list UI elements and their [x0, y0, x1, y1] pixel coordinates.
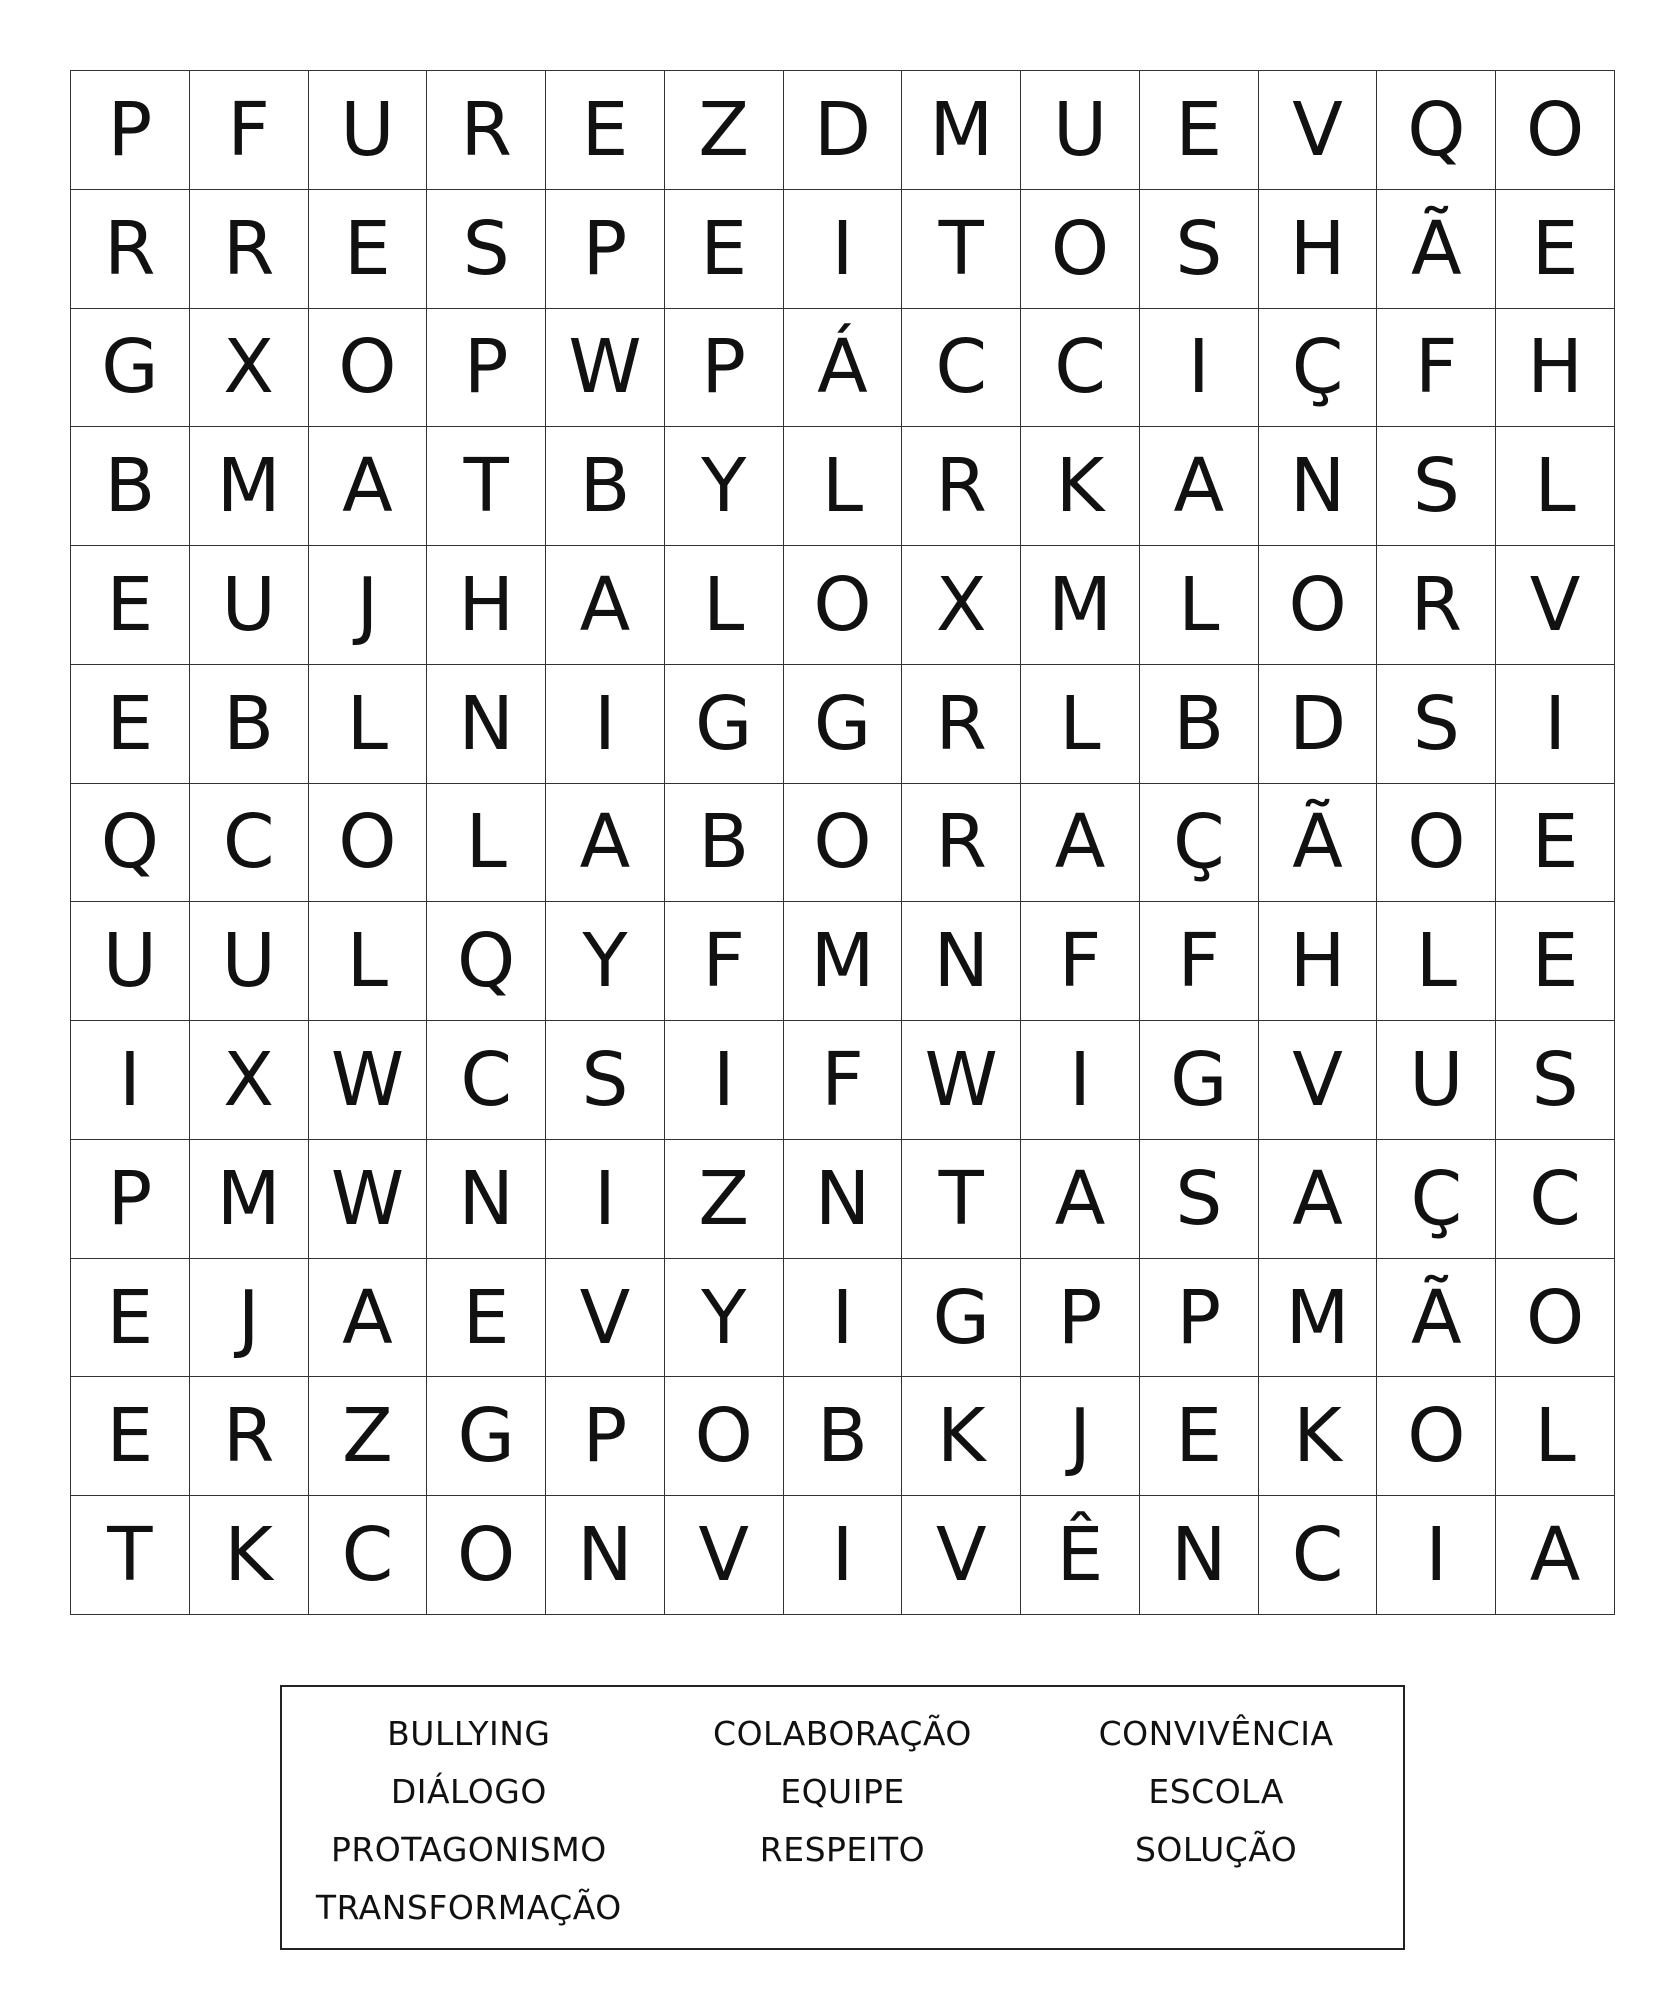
- grid-cell[interactable]: S: [1140, 190, 1259, 309]
- grid-cell[interactable]: Q: [427, 902, 546, 1021]
- grid-cell[interactable]: I: [1140, 309, 1259, 428]
- grid-cell[interactable]: Ã: [1377, 1259, 1496, 1378]
- word-list-column: [284, 1705, 654, 1948]
- grid-cell[interactable]: G: [1140, 1021, 1259, 1140]
- grid-cell[interactable]: K: [902, 1377, 1021, 1496]
- word-list-item: COLABORAÇÃO: [713, 1714, 972, 1753]
- grid-cell[interactable]: A: [1496, 1496, 1615, 1615]
- grid-cell[interactable]: L: [665, 546, 784, 665]
- grid-cell[interactable]: Ç: [1259, 309, 1378, 428]
- grid-cell[interactable]: E: [1496, 902, 1615, 1021]
- grid-cell[interactable]: B: [546, 427, 665, 546]
- grid-cell[interactable]: P: [546, 190, 665, 309]
- grid-cell[interactable]: C: [190, 784, 309, 903]
- grid-cell[interactable]: B: [784, 1377, 903, 1496]
- grid-cell[interactable]: Q: [1377, 71, 1496, 190]
- grid-cell[interactable]: R: [427, 71, 546, 190]
- grid-cell[interactable]: Q: [71, 784, 190, 903]
- grid-cell[interactable]: R: [902, 665, 1021, 784]
- grid-cell[interactable]: U: [190, 902, 309, 1021]
- grid-cell[interactable]: L: [1496, 427, 1615, 546]
- grid-cell[interactable]: S: [1377, 427, 1496, 546]
- word-list-item: RESPEITO: [759, 1830, 926, 1869]
- grid-cell[interactable]: O: [309, 784, 428, 903]
- grid-cell[interactable]: P: [1140, 1259, 1259, 1378]
- grid-cell[interactable]: L: [309, 665, 428, 784]
- grid-cell[interactable]: N: [1140, 1496, 1259, 1615]
- grid-cell[interactable]: M: [190, 1140, 309, 1259]
- word-list-item: CONVIVÊNCIA: [1098, 1714, 1334, 1753]
- grid-cell[interactable]: I: [784, 190, 903, 309]
- grid-cell[interactable]: T: [71, 1496, 190, 1615]
- grid-cell[interactable]: Z: [665, 1140, 784, 1259]
- grid-cell[interactable]: F: [784, 1021, 903, 1140]
- grid-cell[interactable]: H: [1259, 902, 1378, 1021]
- grid-cell[interactable]: E: [1140, 1377, 1259, 1496]
- grid-cell[interactable]: M: [1021, 546, 1140, 665]
- grid-cell[interactable]: G: [784, 665, 903, 784]
- grid-cell[interactable]: Y: [665, 1259, 784, 1378]
- grid-cell[interactable]: C: [427, 1021, 546, 1140]
- grid-cell[interactable]: X: [902, 546, 1021, 665]
- grid-cell[interactable]: O: [309, 309, 428, 428]
- grid-cell[interactable]: O: [784, 546, 903, 665]
- grid-cell[interactable]: I: [784, 1496, 903, 1615]
- word-list-item: BULLYING: [387, 1714, 551, 1753]
- grid-cell[interactable]: E: [71, 1377, 190, 1496]
- grid-cell[interactable]: O: [427, 1496, 546, 1615]
- grid-cell[interactable]: V: [1259, 1021, 1378, 1140]
- grid-cell[interactable]: O: [784, 784, 903, 903]
- grid-cell[interactable]: I: [1496, 665, 1615, 784]
- grid-cell[interactable]: T: [902, 190, 1021, 309]
- grid-cell[interactable]: G: [427, 1377, 546, 1496]
- grid-cell[interactable]: J: [190, 1259, 309, 1378]
- grid-cell[interactable]: R: [902, 427, 1021, 546]
- grid-cell[interactable]: Á: [784, 309, 903, 428]
- grid-cell[interactable]: V: [1496, 546, 1615, 665]
- grid-cell[interactable]: I: [1377, 1496, 1496, 1615]
- grid-cell[interactable]: H: [1259, 190, 1378, 309]
- grid-cell[interactable]: X: [190, 309, 309, 428]
- grid-cell[interactable]: F: [1021, 902, 1140, 1021]
- grid-cell[interactable]: H: [427, 546, 546, 665]
- grid-cell[interactable]: E: [309, 190, 428, 309]
- grid-cell[interactable]: X: [190, 1021, 309, 1140]
- word-list-item: ESCOLA: [1148, 1772, 1284, 1811]
- grid-cell[interactable]: B: [190, 665, 309, 784]
- grid-cell[interactable]: O: [1021, 190, 1140, 309]
- grid-cell[interactable]: N: [784, 1140, 903, 1259]
- grid-cell[interactable]: I: [1021, 1021, 1140, 1140]
- grid-cell[interactable]: Z: [665, 71, 784, 190]
- grid-cell[interactable]: M: [784, 902, 903, 1021]
- grid-cell[interactable]: R: [1377, 546, 1496, 665]
- grid-cell[interactable]: K: [190, 1496, 309, 1615]
- grid-cell[interactable]: P: [546, 1377, 665, 1496]
- grid-cell[interactable]: M: [190, 427, 309, 546]
- grid-cell[interactable]: S: [1377, 665, 1496, 784]
- grid-cell[interactable]: Ã: [1377, 190, 1496, 309]
- grid-cell[interactable]: L: [427, 784, 546, 903]
- grid-cell[interactable]: J: [1021, 1377, 1140, 1496]
- grid-cell[interactable]: E: [71, 1259, 190, 1378]
- grid-cell[interactable]: C: [1496, 1140, 1615, 1259]
- grid-cell[interactable]: Ç: [1377, 1140, 1496, 1259]
- grid-cell[interactable]: W: [309, 1140, 428, 1259]
- grid-cell[interactable]: I: [546, 665, 665, 784]
- grid-cell[interactable]: A: [309, 427, 428, 546]
- grid-cell[interactable]: M: [1259, 1259, 1378, 1378]
- grid-cell[interactable]: A: [1021, 784, 1140, 903]
- grid-cell[interactable]: I: [784, 1259, 903, 1378]
- grid-cell[interactable]: V: [1259, 71, 1378, 190]
- grid-cell[interactable]: N: [427, 665, 546, 784]
- grid-cell[interactable]: I: [665, 1021, 784, 1140]
- grid-cell[interactable]: B: [1140, 665, 1259, 784]
- grid-cell[interactable]: U: [71, 902, 190, 1021]
- grid-cell[interactable]: O: [1377, 1377, 1496, 1496]
- grid-cell[interactable]: U: [309, 71, 428, 190]
- grid-cell[interactable]: G: [71, 309, 190, 428]
- grid-cell[interactable]: P: [1021, 1259, 1140, 1378]
- grid-cell[interactable]: L: [1021, 665, 1140, 784]
- grid-cell[interactable]: W: [546, 309, 665, 428]
- grid-cell[interactable]: N: [427, 1140, 546, 1259]
- grid-cell[interactable]: F: [1140, 902, 1259, 1021]
- word-list-item: EQUIPE: [780, 1772, 905, 1811]
- grid-cell[interactable]: Ç: [1140, 784, 1259, 903]
- grid-cell[interactable]: U: [190, 546, 309, 665]
- grid-cell[interactable]: E: [71, 546, 190, 665]
- grid-cell[interactable]: A: [1140, 427, 1259, 546]
- grid-cell[interactable]: V: [546, 1259, 665, 1378]
- grid-cell[interactable]: C: [1021, 309, 1140, 428]
- grid-cell[interactable]: R: [71, 190, 190, 309]
- grid-cell[interactable]: E: [1140, 71, 1259, 190]
- grid-cell[interactable]: D: [1259, 665, 1378, 784]
- grid-cell[interactable]: B: [71, 427, 190, 546]
- grid-cell[interactable]: E: [665, 190, 784, 309]
- grid-cell[interactable]: A: [546, 546, 665, 665]
- grid-cell[interactable]: T: [427, 427, 546, 546]
- grid-cell[interactable]: A: [309, 1259, 428, 1378]
- grid-cell[interactable]: Ã: [1259, 784, 1378, 903]
- word-list-item: SOLUÇÃO: [1134, 1830, 1298, 1869]
- grid-cell[interactable]: H: [1496, 309, 1615, 428]
- word-list-box: [280, 1685, 1405, 1950]
- grid-cell[interactable]: G: [902, 1259, 1021, 1378]
- grid-cell[interactable]: O: [1377, 784, 1496, 903]
- grid-cell[interactable]: P: [665, 309, 784, 428]
- grid-cell[interactable]: N: [902, 902, 1021, 1021]
- grid-cell[interactable]: L: [784, 427, 903, 546]
- word-list-column: [1031, 1705, 1401, 1948]
- grid-cell[interactable]: V: [665, 1496, 784, 1615]
- grid-cell[interactable]: F: [1377, 309, 1496, 428]
- grid-cell[interactable]: G: [665, 665, 784, 784]
- grid-cell[interactable]: B: [665, 784, 784, 903]
- grid-cell[interactable]: E: [71, 665, 190, 784]
- grid-cell[interactable]: O: [1259, 546, 1378, 665]
- grid-cell[interactable]: M: [902, 71, 1021, 190]
- grid-cell[interactable]: S: [546, 1021, 665, 1140]
- grid-cell[interactable]: S: [427, 190, 546, 309]
- grid-cell[interactable]: L: [1140, 546, 1259, 665]
- grid-cell[interactable]: L: [309, 902, 428, 1021]
- grid-cell[interactable]: A: [546, 784, 665, 903]
- grid-cell[interactable]: N: [1259, 427, 1378, 546]
- grid-cell[interactable]: E: [546, 71, 665, 190]
- grid-cell[interactable]: E: [427, 1259, 546, 1378]
- grid-cell[interactable]: P: [71, 71, 190, 190]
- grid-cell[interactable]: W: [902, 1021, 1021, 1140]
- word-list-item: DIÁLOGO: [390, 1772, 547, 1811]
- word-list-item: TRANSFORMAÇÃO: [315, 1888, 622, 1927]
- grid-cell[interactable]: N: [546, 1496, 665, 1615]
- grid-cell[interactable]: P: [71, 1140, 190, 1259]
- grid-cell[interactable]: I: [546, 1140, 665, 1259]
- letter-grid: [70, 70, 1615, 1615]
- grid-cell[interactable]: Y: [546, 902, 665, 1021]
- grid-cell[interactable]: U: [1377, 1021, 1496, 1140]
- grid-cell[interactable]: E: [1496, 784, 1615, 903]
- grid-cell[interactable]: K: [1259, 1377, 1378, 1496]
- grid-cell[interactable]: D: [784, 71, 903, 190]
- grid-cell[interactable]: W: [309, 1021, 428, 1140]
- grid-cell[interactable]: R: [190, 190, 309, 309]
- grid-cell[interactable]: Y: [665, 427, 784, 546]
- grid-cell[interactable]: R: [902, 784, 1021, 903]
- grid-cell[interactable]: F: [190, 71, 309, 190]
- grid-cell[interactable]: C: [902, 309, 1021, 428]
- grid-cell[interactable]: L: [1377, 902, 1496, 1021]
- grid-cell[interactable]: C: [1259, 1496, 1378, 1615]
- grid-cell[interactable]: J: [309, 546, 428, 665]
- grid-cell[interactable]: V: [902, 1496, 1021, 1615]
- word-list-column: [658, 1705, 1028, 1948]
- grid-cell[interactable]: S: [1140, 1140, 1259, 1259]
- grid-cell[interactable]: Z: [309, 1377, 428, 1496]
- grid-cell[interactable]: Ê: [1021, 1496, 1140, 1615]
- word-list-item: PROTAGONISMO: [330, 1830, 607, 1869]
- grid-cell[interactable]: A: [1021, 1140, 1140, 1259]
- grid-cell[interactable]: L: [1496, 1377, 1615, 1496]
- grid-cell[interactable]: A: [1259, 1140, 1378, 1259]
- grid-cell[interactable]: E: [1496, 190, 1615, 309]
- grid-cell[interactable]: F: [665, 902, 784, 1021]
- grid-cell[interactable]: O: [1496, 1259, 1615, 1378]
- grid-cell[interactable]: C: [309, 1496, 428, 1615]
- grid-cell[interactable]: K: [1021, 427, 1140, 546]
- grid-cell[interactable]: P: [427, 309, 546, 428]
- grid-cell[interactable]: O: [1496, 71, 1615, 190]
- grid-cell[interactable]: I: [71, 1021, 190, 1140]
- grid-cell[interactable]: U: [1021, 71, 1140, 190]
- grid-cell[interactable]: O: [665, 1377, 784, 1496]
- grid-cell[interactable]: T: [902, 1140, 1021, 1259]
- grid-cell[interactable]: S: [1496, 1021, 1615, 1140]
- grid-cell[interactable]: R: [190, 1377, 309, 1496]
